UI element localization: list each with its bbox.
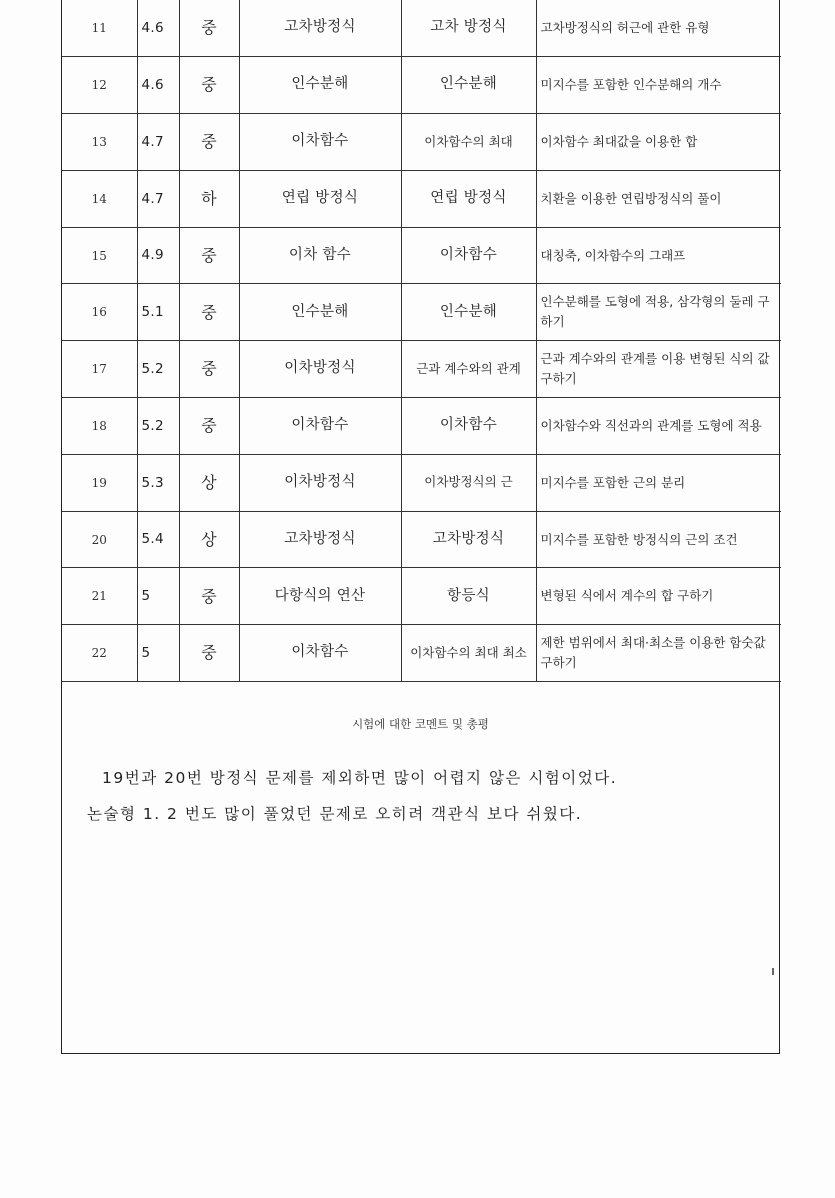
question-number: 13 [62, 114, 137, 171]
section-number: 4.6 [137, 0, 179, 57]
table-row [62, 625, 781, 682]
keyword: 인수분해 [401, 284, 536, 341]
question-number: 19 [62, 454, 137, 511]
keyword: 연립 방정식 [401, 170, 536, 227]
question-number: 20 [62, 511, 137, 568]
keyword: 이차방정식의 근 [401, 454, 536, 511]
section-number: 5.2 [137, 398, 179, 455]
keyword: 이차함수 [401, 227, 536, 284]
table-row [62, 57, 781, 114]
difficulty-grade: 중 [179, 114, 239, 171]
table-row [62, 341, 781, 398]
difficulty-grade: 상 [179, 511, 239, 568]
difficulty-grade: 중 [179, 227, 239, 284]
question-number: 22 [62, 625, 137, 682]
question-note: 미지수를 포함한 방정식의 근의 조건 [536, 511, 781, 568]
keyword: 이차함수 [401, 398, 536, 455]
section-number: 4.9 [137, 227, 179, 284]
section-number: 4.6 [137, 57, 179, 114]
table-row [62, 511, 781, 568]
difficulty-grade: 중 [179, 0, 239, 57]
table-row [62, 284, 781, 341]
question-note: 근과 계수와의 관계를 이용 변형된 식의 값 구하기 [536, 341, 781, 398]
keyword: 근과 계수와의 관계 [401, 341, 536, 398]
unit-name: 다항식의 연산 [239, 568, 401, 625]
difficulty-grade: 중 [179, 341, 239, 398]
keyword: 이차함수의 최대 최소 [401, 625, 536, 682]
keyword: 고차 방정식 [401, 0, 536, 57]
section-number: 5.1 [137, 284, 179, 341]
unit-name: 이차방정식 [239, 341, 401, 398]
difficulty-grade: 중 [179, 284, 239, 341]
question-number: 17 [62, 341, 137, 398]
unit-name: 연립 방정식 [239, 170, 401, 227]
keyword: 인수분해 [401, 57, 536, 114]
question-number: 11 [62, 0, 137, 57]
section-number: 5.4 [137, 511, 179, 568]
question-number: 14 [62, 170, 137, 227]
table-row [62, 568, 781, 625]
question-number: 15 [62, 227, 137, 284]
difficulty-grade: 상 [179, 454, 239, 511]
question-note: 미지수를 포함한 인수분해의 개수 [536, 57, 781, 114]
difficulty-grade: 중 [179, 398, 239, 455]
unit-name: 이차 함수 [239, 227, 401, 284]
section-number: 5 [137, 625, 179, 682]
table-row [62, 170, 781, 227]
question-note: 제한 범위에서 최대·최소를 이용한 함숫값 구하기 [536, 625, 781, 682]
difficulty-grade: 중 [179, 57, 239, 114]
question-note: 변형된 식에서 계수의 합 구하기 [536, 568, 781, 625]
question-note: 미지수를 포함한 근의 분리 [536, 454, 781, 511]
keyword: 이차함수의 최대 [401, 114, 536, 171]
question-number: 18 [62, 398, 137, 455]
question-note: 인수분해를 도형에 적용, 삼각형의 둘레 구하기 [536, 284, 781, 341]
question-number: 12 [62, 57, 137, 114]
keyword: 고차방정식 [401, 511, 536, 568]
unit-name: 고차방정식 [239, 511, 401, 568]
section-number: 5.2 [137, 341, 179, 398]
question-table [62, 0, 781, 682]
section-number: 5.3 [137, 454, 179, 511]
unit-name: 이차방정식 [239, 454, 401, 511]
keyword: 항등식 [401, 568, 536, 625]
table-row [62, 227, 781, 284]
question-number: 21 [62, 568, 137, 625]
difficulty-grade: 하 [179, 170, 239, 227]
question-note: 이차함수 최대값을 이용한 합 [536, 114, 781, 171]
unit-name: 이차함수 [239, 114, 401, 171]
table-row [62, 398, 781, 455]
comment-line-1: 19번과 20번 방정식 문제를 제외하면 많이 어렵지 않은 시험이었다. [102, 769, 618, 787]
unit-name: 인수분해 [239, 284, 401, 341]
difficulty-grade: 중 [179, 568, 239, 625]
unit-name: 이차함수 [239, 625, 401, 682]
question-note: 대칭축, 이차함수의 그래프 [536, 227, 781, 284]
table-row [62, 0, 781, 57]
section-number: 4.7 [137, 170, 179, 227]
table-row [62, 114, 781, 171]
difficulty-grade: 중 [179, 625, 239, 682]
question-note: 이차함수와 직선과의 관계를 도형에 적용 [536, 398, 781, 455]
exam-review-sheet [61, 0, 780, 1054]
scan-speck [772, 968, 774, 975]
question-number: 16 [62, 284, 137, 341]
unit-name: 이차함수 [239, 398, 401, 455]
section-number: 4.7 [137, 114, 179, 171]
question-note: 치환을 이용한 연립방정식의 풀이 [536, 170, 781, 227]
comment-section-title: 시험에 대한 코멘트 및 총평 [352, 717, 489, 731]
question-note: 고차방정식의 허근에 관한 유형 [536, 0, 781, 57]
comment-line-2: 논술형 1. 2 번도 많이 풀었던 문제로 오히려 객관식 보다 쉬웠다. [87, 805, 583, 823]
table-row [62, 454, 781, 511]
section-number: 5 [137, 568, 179, 625]
unit-name: 고차방정식 [239, 0, 401, 57]
unit-name: 인수분해 [239, 57, 401, 114]
